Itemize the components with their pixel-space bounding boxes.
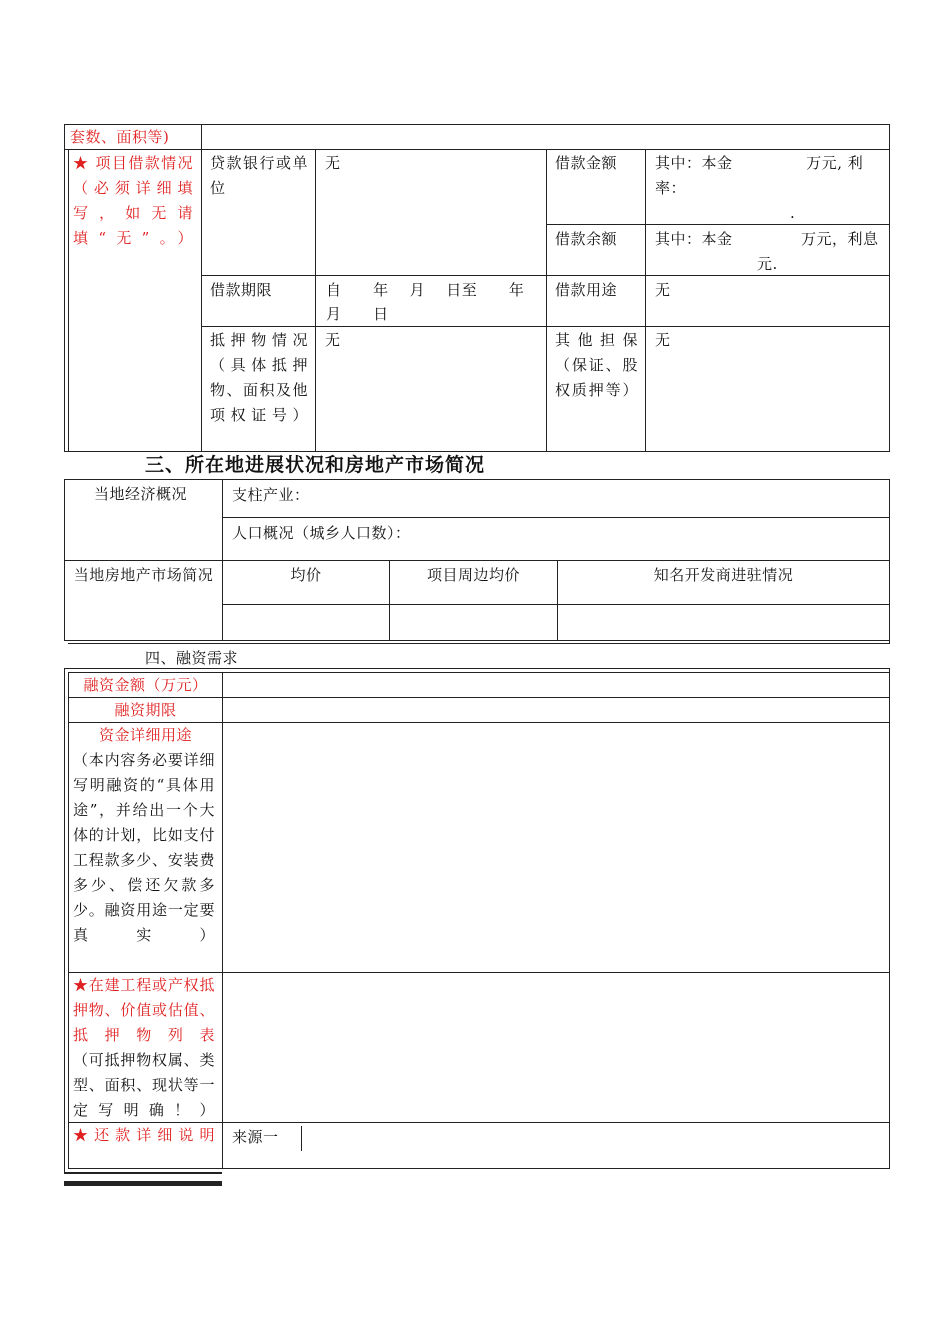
financing-term-field[interactable] (223, 698, 889, 722)
section3-heading: 三、所在地进展状况和房地产市场简况 (145, 454, 486, 476)
repayment-source-label: 来源一 (232, 1128, 279, 1146)
financing-term-label: 融资期限 (114, 701, 177, 719)
avg-price-cell[interactable] (223, 605, 389, 640)
repayment-source-field[interactable] (303, 1123, 889, 1168)
guarantee-label: 其他担保（保证、股权质押等） (555, 331, 638, 399)
market-label: 当地房地产市场简况 (73, 566, 214, 584)
use-label: 借款用途 (555, 281, 618, 299)
economy-label: 当地经济概况 (94, 485, 188, 503)
term-label: 借款期限 (210, 281, 273, 299)
guarantee-value[interactable]: 无 (655, 331, 671, 349)
use-value[interactable]: 无 (655, 281, 671, 299)
col-developers: 知名开发商进驻情况 (653, 566, 794, 584)
collateral-list-note: （可抵押物权属、类型、面积、现状等一定写明确！） (73, 1051, 215, 1119)
balance-label: 借款余额 (555, 230, 618, 248)
pillar-industry[interactable]: 支柱产业： (232, 486, 310, 504)
amount-value[interactable]: 其中：本金 万元, 利 (655, 154, 864, 172)
developers-cell[interactable] (558, 605, 889, 640)
purpose-label: 资金详细用途 (98, 726, 192, 744)
amount-dot: . (790, 204, 796, 222)
balance-value[interactable]: 其中：本金 万元，利息 (655, 230, 879, 248)
population[interactable]: 人口概况（城乡人口数）： (232, 524, 411, 542)
collateral-list-label: ★在建工程或产权抵押物、价值或估值、抵押物列表 (73, 976, 215, 1044)
collateral-label: 抵押物情况（具体抵押物、面积及他项权证号） (210, 331, 308, 424)
bank-label: 贷款银行或单位 (210, 154, 308, 197)
collateral-list-field[interactable] (223, 973, 889, 1122)
collateral-value[interactable]: 无 (325, 331, 341, 349)
col-avg-price: 均价 (290, 566, 322, 584)
rate-label: 率： (655, 179, 687, 197)
loan-info-label: ★ 项目借款情况（必须详细填写，如无请填“无”。） (73, 154, 193, 247)
repayment-label: ★还款详细说明 (73, 1126, 215, 1144)
term-value-end[interactable]: 月 日 (326, 305, 389, 323)
purpose-field[interactable] (223, 723, 889, 972)
term-value[interactable]: 自 年 月 日至 年 (326, 281, 525, 299)
interest-unit: 元. (757, 255, 778, 273)
row0-label: 套数、面积等) (70, 128, 170, 146)
section4-heading: 四、融资需求 (145, 649, 239, 667)
nearby-price-cell[interactable] (390, 605, 557, 640)
amount-label: 借款金额 (555, 154, 618, 172)
financing-amount-field[interactable] (223, 673, 889, 697)
financing-amount-label: 融资金额（万元） (83, 676, 208, 694)
purpose-note: （本内容务必要详细写明融资的“具体用途”，并给出一个大体的计划，比如支付工程款多少、安装费多少、偿还欠款多少。融资用途一定要真实） (73, 751, 215, 944)
bank-value[interactable]: 无 (325, 154, 341, 172)
col-nearby-price: 项目周边均价 (426, 566, 520, 584)
